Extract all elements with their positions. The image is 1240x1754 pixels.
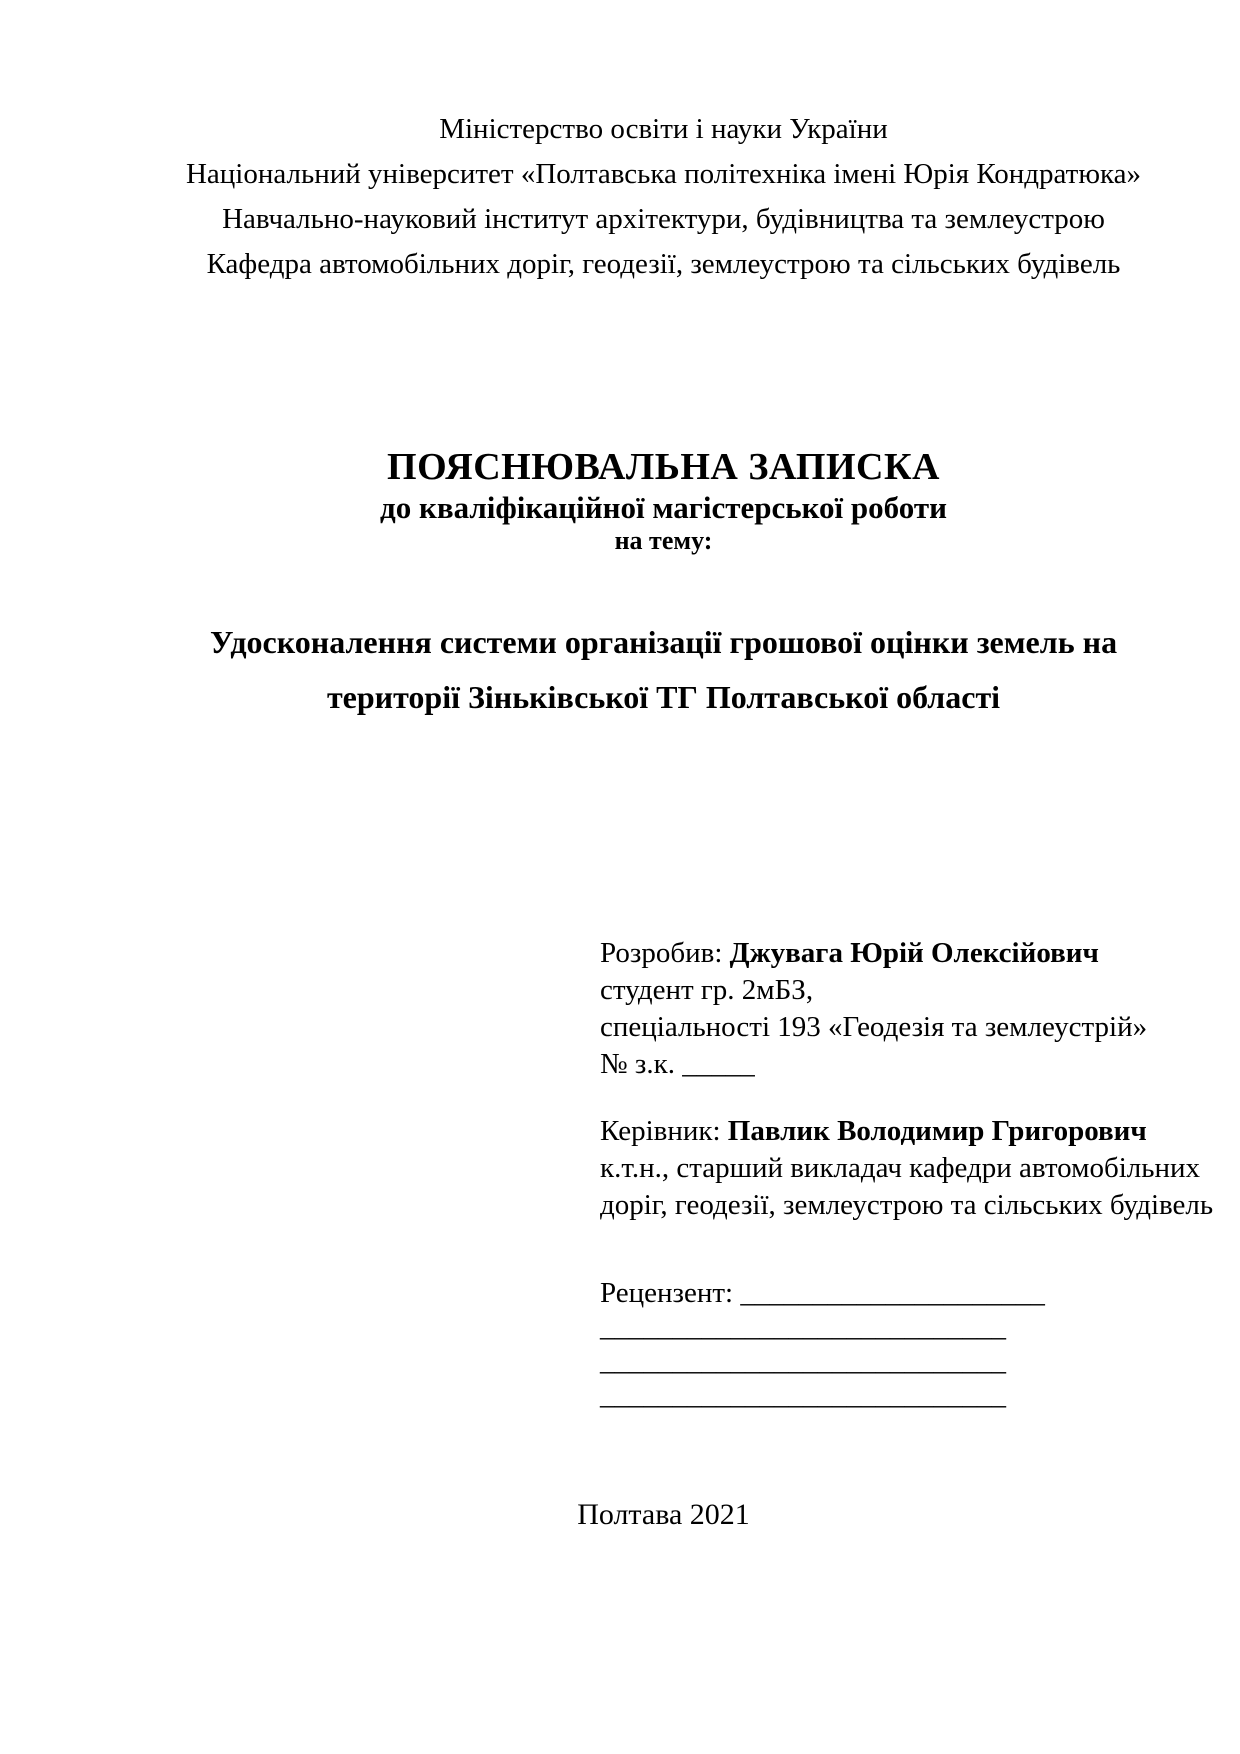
reviewer-blank-inline: _____________________ — [740, 1277, 1045, 1309]
reviewer-label: Рецензент: — [600, 1277, 741, 1309]
institution-header — [177, 107, 1150, 287]
developer-line — [600, 935, 1213, 972]
thesis-topic — [177, 615, 1150, 725]
supervisor-label: Керівник: — [600, 1115, 728, 1147]
record-book-label: № з.к. — [600, 1048, 683, 1080]
ministry-line: Міністерство освіти і науки України — [439, 113, 888, 145]
reviewer-blank-line: ____________________________ — [600, 1345, 1006, 1377]
student-group-line: студент гр. 2мБЗ, — [600, 974, 814, 1006]
reviewer-blank-line: ____________________________ — [600, 1379, 1006, 1411]
supervisor-line — [600, 1113, 1213, 1150]
thesis-topic-line1: Удосконалення системи організації грошової оцінки земель на — [209, 624, 1118, 660]
supervisor-position-line2: доріг, геодезії, землеустрою та сільських будівель — [600, 1189, 1214, 1221]
record-book-line — [600, 1046, 1213, 1083]
university-line: Національний університет «Полтавська політехніка імені Юрія Кондратюка» — [185, 158, 1142, 190]
institute-line: Навчально-науковий інститут архітектури, будівництва та землеустрою — [222, 203, 1105, 235]
developer-group — [600, 935, 1213, 1083]
developer-name: Джувага Юрій Олексійович — [729, 937, 1099, 969]
department-line: Кафедра автомобільних доріг, геодезії, землеустрою та сільських будівель — [206, 248, 1121, 280]
city-year-footer — [177, 1498, 1150, 1532]
developer-label: Розробив: — [600, 937, 730, 969]
document-title-block — [177, 444, 1150, 556]
specialty-line: спеціальності 193 «Геодезія та землеустрій» — [600, 1011, 1148, 1043]
thesis-topic-line2: території Зіньківської ТГ Полтавської області — [326, 679, 1001, 715]
document-title: ПОЯСНЮВАЛЬНА ЗАПИСКА — [387, 446, 940, 488]
city-year-text: Полтава 2021 — [577, 1498, 750, 1531]
credits-block — [600, 935, 1213, 1412]
supervisor-name: Павлик Володимир Григорович — [727, 1115, 1147, 1147]
supervisor-position-line1: к.т.н., старший викладач кафедри автомобільних — [600, 1152, 1200, 1184]
reviewer-line — [600, 1276, 1213, 1310]
topic-label: на тему: — [614, 526, 713, 555]
reviewer-blank-line: ____________________________ — [600, 1311, 1006, 1343]
record-book-blank: _____ — [682, 1048, 755, 1080]
reviewer-group — [600, 1276, 1213, 1412]
supervisor-group — [600, 1113, 1213, 1224]
document-subtitle: до кваліфікаційної магістерської роботи — [380, 490, 947, 525]
